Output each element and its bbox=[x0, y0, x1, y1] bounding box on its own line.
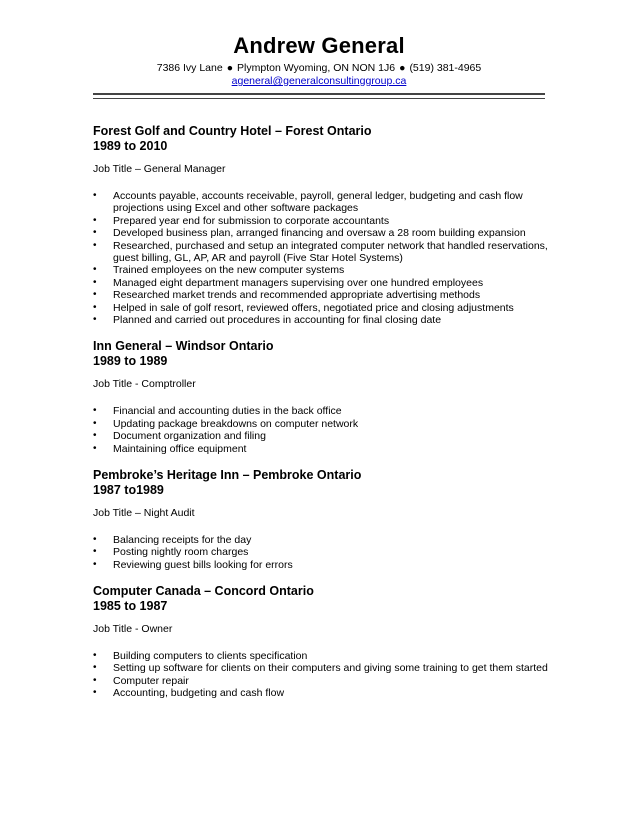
employment-years: 1989 to 1989 bbox=[93, 354, 168, 368]
phone: (519) 381-4965 bbox=[409, 62, 482, 74]
duty-item: • Reviewing guest bills looking for errors bbox=[93, 559, 548, 571]
duty-item: • Managed eight department managers supervising over one hundred employees bbox=[93, 277, 548, 289]
job-title: Job Title - Owner bbox=[93, 622, 173, 635]
duty-item: • Updating package breakdowns on computer network bbox=[93, 418, 548, 430]
experience-section bbox=[93, 124, 548, 700]
city: Plympton Wyoming, ON NON 1J6 bbox=[237, 62, 396, 74]
duties-list bbox=[93, 650, 548, 700]
duties-list bbox=[93, 534, 548, 571]
duty-item: • Accounts payable, accounts receivable, payroll, general ledger, budgeting and cash flow projections using Excel and other software packages bbox=[93, 190, 548, 214]
employment-years: 1989 to 2010 bbox=[93, 139, 168, 153]
address: 7386 Ivy Lane bbox=[156, 62, 223, 74]
duty-item: • Trained employees on the new computer systems bbox=[93, 264, 548, 276]
duty-item: • Researched market trends and recommended appropriate advertising methods bbox=[93, 289, 548, 301]
job-title: Job Title – General Manager bbox=[93, 163, 226, 175]
employment-years: 1987 to1989 bbox=[93, 482, 164, 497]
email-line bbox=[0, 75, 638, 87]
employment-years: 1985 to 1987 bbox=[93, 598, 168, 613]
company-heading: Forest Golf and Country Hotel – Forest Ontario bbox=[93, 124, 372, 138]
job-entry bbox=[93, 584, 548, 700]
duty-item: • Posting nightly room charges bbox=[93, 546, 548, 558]
duty-item: • Balancing receipts for the day bbox=[93, 534, 548, 546]
duty-item: • Developed business plan, arranged financing and oversaw a 28 room building expansion bbox=[93, 227, 548, 239]
duty-item: • Building computers to clients specification bbox=[93, 650, 548, 662]
duties-list bbox=[93, 190, 548, 326]
separator-dot: ● bbox=[226, 62, 234, 74]
duty-item: • Computer repair bbox=[93, 675, 548, 687]
company-heading: Pembroke’s Heritage Inn – Pembroke Ontario bbox=[93, 467, 362, 482]
job-title: Job Title – Night Audit bbox=[93, 506, 195, 519]
header-divider bbox=[93, 93, 545, 99]
email-link[interactable]: ageneral@generalconsultinggroup.ca bbox=[231, 75, 407, 87]
duty-item: • Document organization and filing bbox=[93, 430, 548, 442]
separator-dot: ● bbox=[399, 62, 406, 74]
contact-line bbox=[0, 62, 638, 75]
duty-item: • Accounting, budgeting and cash flow bbox=[93, 687, 548, 699]
company-heading: Computer Canada – Concord Ontario bbox=[93, 583, 314, 598]
job-entry bbox=[93, 339, 548, 455]
job-entry bbox=[93, 468, 548, 571]
duty-item: • Researched, purchased and setup an integrated computer network that handled reservations, guest billing, GL, AP, AR and payroll (Five Star Hotel Systems) bbox=[93, 240, 548, 264]
duty-item: • Maintaining office equipment bbox=[93, 443, 548, 455]
duty-item: • Planned and carried out procedures in accounting for final closing date bbox=[93, 314, 548, 326]
duty-item: • Setting up software for clients on their computers and giving some training to get them started bbox=[93, 662, 548, 674]
job-title: Job Title - Comptroller bbox=[93, 378, 196, 390]
candidate-name: Andrew General bbox=[233, 33, 405, 58]
duty-item: • Financial and accounting duties in the back office bbox=[93, 405, 548, 417]
company-heading: Inn General – Windsor Ontario bbox=[93, 339, 274, 353]
job-entry bbox=[93, 124, 548, 326]
duty-item: • Helped in sale of golf resort, reviewed offers, negotiated price and closing adjustments bbox=[93, 302, 548, 314]
duty-item: • Prepared year end for submission to corporate accountants bbox=[93, 215, 548, 227]
duties-list bbox=[93, 405, 548, 455]
